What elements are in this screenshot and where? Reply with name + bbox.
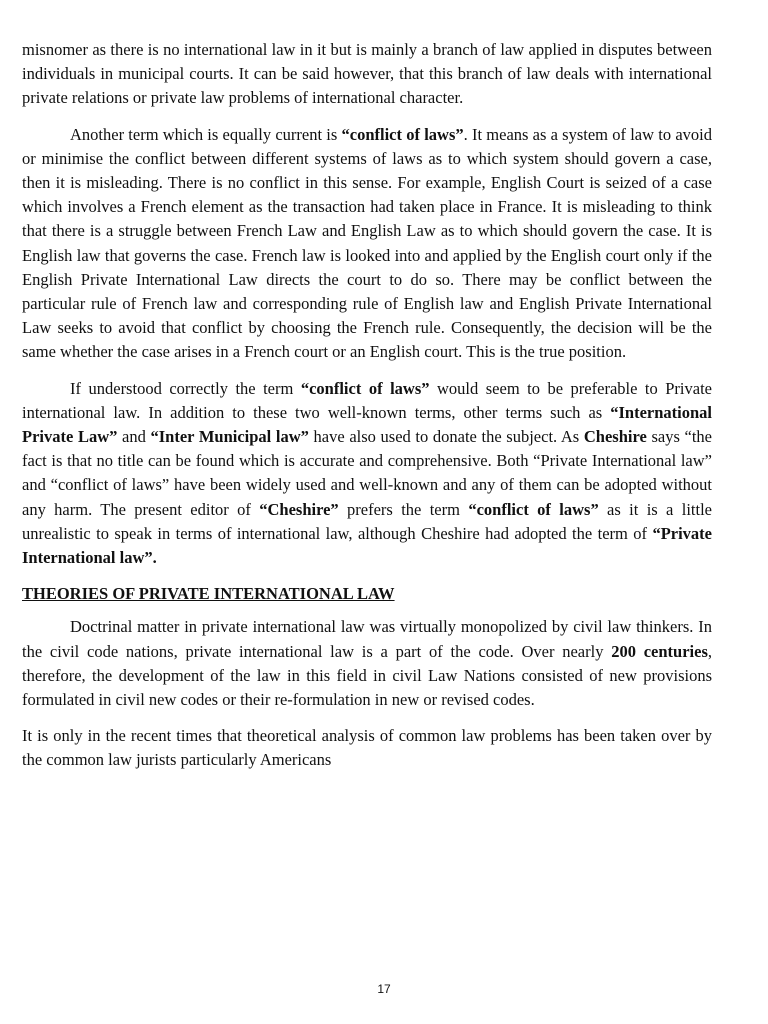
page-number: 17 xyxy=(377,982,391,996)
paragraph xyxy=(22,38,712,111)
theories-section xyxy=(22,615,712,772)
text-run: . It means as a system of law to avoid or minimise the conflict between different systems of laws as to which system should govern a case, then it is misleading. There is no conflict in this sense. For example, English Court is seized of a case which involves a French element as the transaction had taken place in France. It is misleading to think that there is a struggle between French Law and English Law as to which should govern the case. It is English law that governs the case. French law is looked into and applied by the English court only if the English Private International Law directs the court to do so. There may be conflict between the particular rule of French law and corresponding rule of English law and English Private International Law seeks to avoid that conflict by choosing the French rule. Consequently, the decision will be the same whether the case arises in a French court or an English court. This is the true position. xyxy=(22,124,712,362)
text-run: Another term which is equally current is xyxy=(70,124,342,144)
bold-text: “Inter Municipal law” xyxy=(150,427,309,447)
paragraph xyxy=(22,724,712,772)
text-run: have also used to donate the subject. As xyxy=(308,427,584,447)
paragraph xyxy=(22,123,712,365)
document-page xyxy=(22,38,712,785)
bold-text: “conflict of laws” xyxy=(468,499,599,519)
bold-text: “International Private Law” xyxy=(22,402,712,447)
bold-text: “conflict of laws” xyxy=(341,124,464,144)
bold-text: 200 centuries xyxy=(611,641,708,661)
text-run: says “the fact is that no title can be found which is accurate and comprehensive. Both “Private International law” and “conflict of laws” have been widely used and well-known and any of them can be adopted without any harm. The present editor of xyxy=(22,427,713,519)
text-run: would seem to be preferable to Private international law. In addition to these two well-known terms, other terms such as xyxy=(22,378,712,422)
text-run: , therefore, the development of the law in this field in civil Law Nations consisted of new provisions formulated in civil new codes or their re-formulation in new or revised codes. xyxy=(22,641,712,710)
bold-text: “conflict of laws” xyxy=(300,378,430,398)
text-run: If understood correctly the term xyxy=(70,378,301,398)
text-run: prefers the term xyxy=(338,499,469,519)
paragraph xyxy=(22,377,712,571)
section-heading: THEORIES OF PRIVATE INTERNATIONAL LAW xyxy=(22,584,395,604)
text-run: Doctrinal matter in private international law was virtually monopolized by civil law thinkers. In the civil code nations, private international law is a part of the code. Over nearly xyxy=(22,617,712,661)
text-run: as it is a little unrealistic to speak in terms of international law, although Cheshire had adopted the term of xyxy=(22,499,712,543)
paragraph xyxy=(22,615,712,712)
bold-text: “Cheshire” xyxy=(259,499,339,519)
bold-text: Cheshire xyxy=(583,427,647,447)
text-run: misnomer as there is no international law in it but is mainly a branch of law applied in disputes between individuals in municipal courts. It can be said however, that this branch of law deals with international private relations or private law problems of international character. xyxy=(22,40,712,108)
body-section xyxy=(22,38,712,570)
text-run: and xyxy=(117,427,151,447)
bold-text: “Private International law”. xyxy=(22,523,712,568)
text-run: It is only in the recent times that theoretical analysis of common law problems has been taken over by the common law jurists particularly Americans xyxy=(22,726,712,770)
